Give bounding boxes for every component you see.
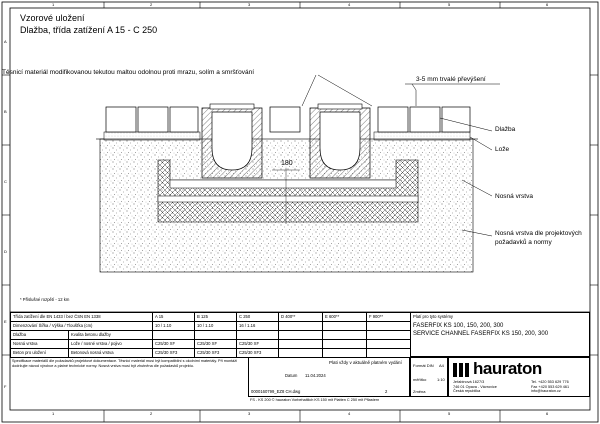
table-row1_vals-4 [323, 322, 367, 331]
table-row1_vals-0: 10 / 1.10 [153, 322, 195, 331]
table-row1_vals-2: 16 / 1.16 [237, 322, 279, 331]
class-label: Třída zatížení dle EN 1433 / bez ČSN EN 1338 [11, 313, 153, 322]
frame-top_cols-4: 5 [448, 2, 451, 7]
frame-side_rows-5: F [4, 384, 7, 389]
table-scale_label: měřítko [413, 377, 427, 382]
table-row4_vals-2: C25/30 XF3 [237, 349, 279, 358]
callout-sealant: Těsnicí materiál modifikovanou tekutou maltou odolnou proti mrazu, solím a smršťování [2, 69, 255, 76]
spec-table [10, 312, 411, 358]
frame-top_cols-2: 3 [248, 2, 251, 7]
frame-bottom_cols-4: 5 [448, 411, 451, 416]
table-revision_label: Změna [413, 389, 426, 394]
class-d400: D 400** [279, 313, 323, 322]
class-c250: C 250 [237, 313, 279, 322]
callout-base-project: Nosná vrstva dle projektových požadavků a normy [495, 230, 582, 246]
row4-sub: Betonová nosná vrstva [69, 349, 153, 358]
row2-sub: Kvalita betonu dlažby [69, 331, 153, 340]
frame-top_cols-5: 6 [546, 2, 549, 7]
table-row1_vals-5 [367, 322, 411, 331]
note-box: Plati vždy v aktuálně platném vydání [329, 360, 402, 365]
frame-side_rows-1: B [4, 109, 7, 114]
table-row4_vals-0: C25/30 XF3 [153, 349, 195, 358]
row3-sub: Lože / nosné vrstva / pojivo [69, 340, 153, 349]
table-row3_vals-5 [367, 340, 411, 349]
frame-bottom_cols-2: 3 [248, 411, 251, 416]
product-label: Platí pro tyto systémy [413, 314, 454, 319]
frame-bottom_cols-0: 1 [52, 411, 55, 416]
table-row3_vals-2: C25/30 XF [237, 340, 279, 349]
callout-overhang: 3-5 mm trvalé převýšení [416, 76, 486, 83]
drawing-title: Vzorové uložení [20, 13, 85, 23]
brand-block [448, 357, 590, 397]
brand-logo-icon [453, 363, 471, 377]
table-format_value: A4 [439, 363, 444, 368]
channel-left [202, 104, 262, 178]
table-row4_vals-1: C25/30 XF3 [195, 349, 237, 358]
channel-right [310, 104, 370, 178]
class-e600: E 600** [323, 313, 367, 322]
bed-left [104, 132, 200, 140]
format-block [410, 357, 448, 397]
callout-bed: Lože [495, 146, 510, 153]
drawing-number: 0000160799_EZ8 CH.dwg [251, 389, 301, 394]
frame-side_rows-4: E [4, 319, 7, 324]
callout-paving: Dlažba [495, 126, 516, 133]
footer-text: FS - KS 200 © hauraton Vorbehaltlich KS 150 mit Platten C 250 mit Pflastern [250, 398, 380, 402]
frame-side_rows-2: C [4, 179, 7, 184]
table-row3_vals-4 [323, 340, 367, 349]
frame-top_cols-0: 1 [52, 2, 55, 7]
callout-base: Nosná vrstva [495, 193, 533, 200]
product-box [410, 312, 590, 357]
meta-block [248, 357, 410, 397]
row4-label: Beton pro uložení [11, 349, 69, 358]
footnote: * Příslušné rozpětí - 12 km [20, 297, 70, 302]
dimension-label: 180 [281, 160, 293, 167]
table-row3_vals-1: C25/30 XF [195, 340, 237, 349]
row2-label: Dlažba [11, 331, 69, 340]
frame-top_cols-1: 2 [150, 2, 153, 7]
notes-block: Specifikace materiálů dle požadavků projektové dokumentace. Těsnicí materiál musí být kompatibilní s okolními materiály. Při montáži dodržujte návod výrobce a platné technické normy. Nosná vrstva musí být zhutněna dle požadavků projektu. [12, 359, 238, 369]
table-format_label: Formát DIN [413, 363, 434, 368]
frame-bottom_cols-5: 6 [546, 411, 549, 416]
frame-top_cols-3: 4 [348, 2, 351, 7]
table-row3_vals-0: C25/30 XF [153, 340, 195, 349]
date-label: Datum [285, 373, 298, 378]
table-row1_vals-3 [279, 322, 323, 331]
class-b125: B 125 [195, 313, 237, 322]
brand-address: Jeřabinová 1627/3 746 01 Opava - Vávrovice Česká republika [453, 380, 497, 394]
paving-blocks [106, 107, 470, 132]
brand-contact: Tel. +420 553 629 776 Fax +420 553 629 461 info@hauraton.cz [531, 380, 570, 394]
date-value: 11.04.2024 [305, 373, 326, 378]
table-row3_vals-3 [279, 340, 323, 349]
class-a15: A 15 [153, 313, 195, 322]
frame-side_rows-0: A [4, 39, 7, 44]
sheet-number: 2 [385, 389, 388, 394]
product-line2: SERVICE CHANNEL FASERFIX KS 150, 200, 300 [413, 331, 549, 337]
drawing-subtitle: Dlažba, třída zatížení A 15 - C 250 [20, 25, 158, 35]
table-row1_vals-1: 10 / 1.10 [195, 322, 237, 331]
frame-side_rows-3: D [4, 249, 7, 254]
class-f900: F 900** [367, 313, 411, 322]
row1-label: Dimenzování Šířka / Výška / Tloušťka (cm) [11, 322, 153, 331]
product-line1: FASERFIX KS 100, 150, 200, 300 [413, 323, 504, 329]
row3-label: Nosná vrstva [11, 340, 69, 349]
frame-bottom_cols-3: 4 [348, 411, 351, 416]
frame-bottom_cols-1: 2 [150, 411, 153, 416]
bed-right [374, 132, 470, 140]
table-scale_value: 1:10 [437, 377, 445, 382]
brand-name: hauraton [473, 359, 542, 378]
